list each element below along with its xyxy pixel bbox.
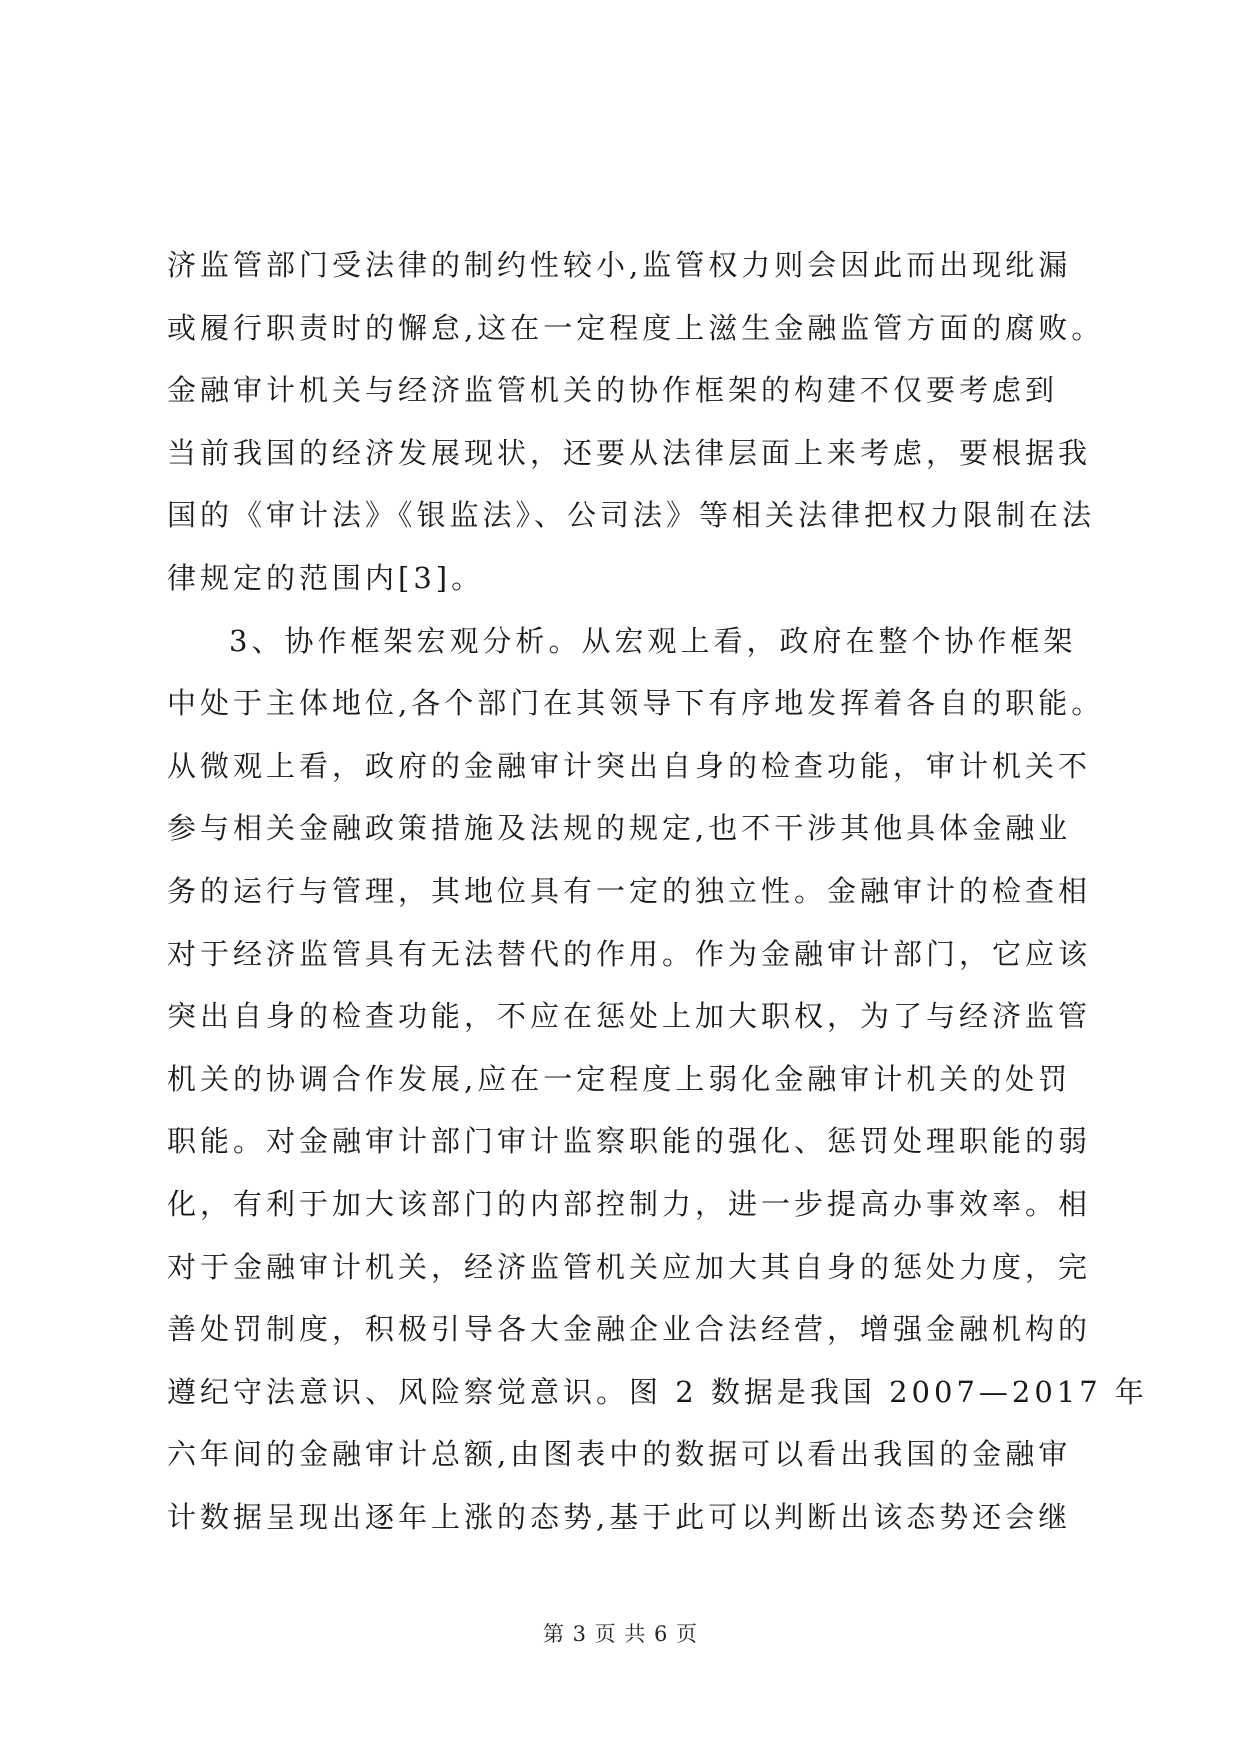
paragraph-line: 国的《审计法》《银监法》、公司法》等相关法律把权力限制在法 (167, 498, 1096, 533)
paragraph-line: 遵纪守法意识、风险察觉意识。图 2 数据是我国 2007—2017 年 (167, 1374, 1148, 1409)
page-number-footer: 第 3 页 共 6 页 (542, 1622, 699, 1646)
paragraph-line: 金融审计机关与经济监管机关的协作框架的构建不仅要考虑到 (167, 373, 1059, 408)
paragraph-line: 机关的协调合作发展,应在一定程度上弱化金融审计机关的处罚 (167, 1061, 1072, 1096)
paragraph-line: 化，有利于加大该部门的内部控制力，进一步提高办事效率。相 (167, 1186, 1092, 1221)
paragraph-line: 济监管部门受法律的制约性较小,监管权力则会因此而出现纰漏 (167, 248, 1072, 282)
paragraph-line: 突出自身的检查功能，不应在惩处上加大职权，为了与经济监管 (167, 999, 1092, 1034)
paragraph-line: 中处于主体地位,各个部门在其领导下有序地发挥着各自的职能。 (167, 686, 1105, 721)
paragraph-line: 对于经济监管具有无法替代的作用。作为金融审计部门，它应该 (167, 936, 1092, 971)
paragraph-line: 从微观上看，政府的金融审计突出自身的检查功能，审计机关不 (167, 748, 1092, 783)
paragraph-line: 参与相关金融政策措施及法规的规定,也不干涉其他具体金融业 (167, 811, 1072, 846)
paragraph-line: 对于金融审计机关，经济监管机关应加大其自身的惩处力度，完 (167, 1249, 1092, 1284)
paragraph-line: 或履行职责时的懈怠,这在一定程度上滋生金融监管方面的腐败。 (167, 310, 1105, 345)
body-text (167, 234, 1148, 1548)
paragraph-line: 律规定的范围内[3]。 (167, 560, 485, 595)
paragraph-line: 职能。对金融审计部门审计监察职能的强化、惩罚处理职能的弱 (167, 1124, 1092, 1159)
paragraph-first-line: 3、协作框架宏观分析。从宏观上看，政府在整个协作框架 (229, 623, 1077, 658)
paragraph-line: 六年间的金融审计总额,由图表中的数据可以看出我国的金融审 (167, 1437, 1072, 1472)
paragraph-line: 务的运行与管理，其地位具有一定的独立性。金融审计的检查相 (167, 873, 1092, 908)
paragraph-line: 计数据呈现出逐年上涨的态势,基于此可以判断出该态势还会继 (167, 1499, 1072, 1534)
paragraph-line: 善处罚制度，积极引导各大金融企业合法经营，增强金融机构的 (167, 1312, 1092, 1347)
paragraph-line: 当前我国的经济发展现状，还要从法律层面上来考虑，要根据我 (167, 435, 1092, 470)
